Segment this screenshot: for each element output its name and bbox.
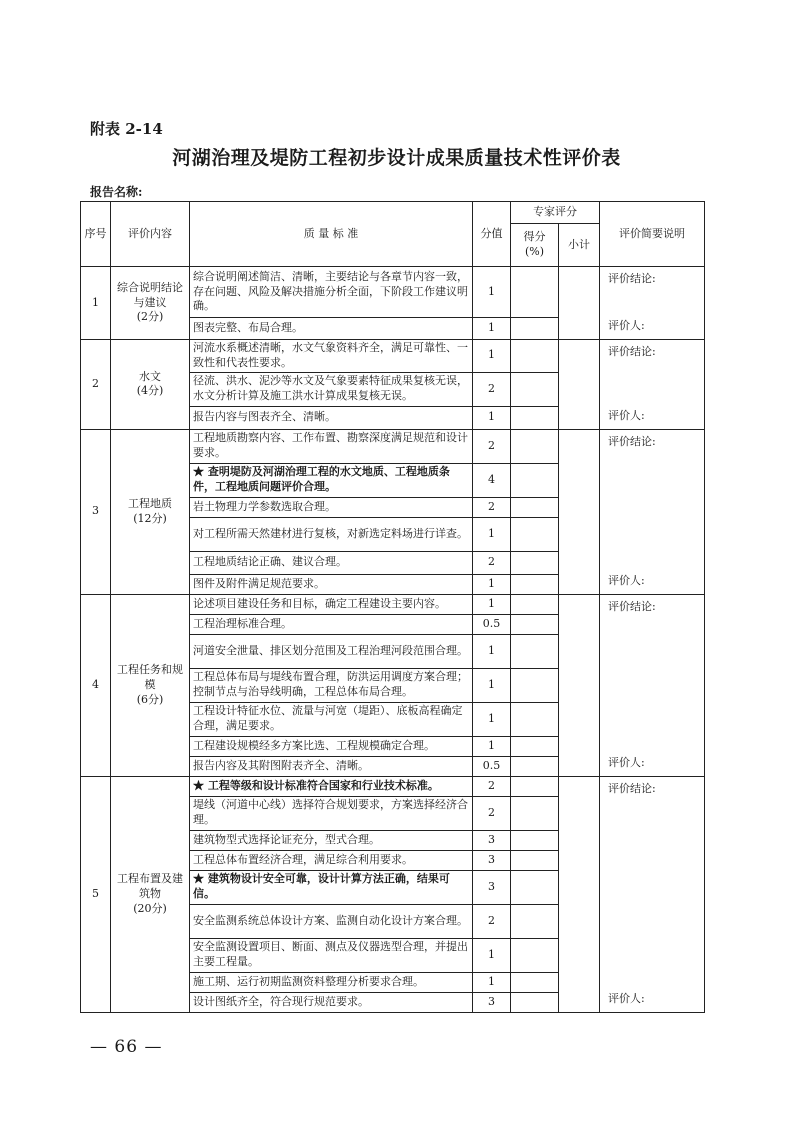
reviewer-label: 评价人:: [608, 991, 645, 1005]
quality-standard: 施工期、运行初期监测资料整理分析要求合理。: [190, 972, 473, 992]
score-value: 0.5: [473, 614, 511, 634]
score-got-cell[interactable]: [511, 938, 559, 972]
subtotal-cell[interactable]: [559, 429, 600, 594]
score-value: 1: [473, 267, 511, 318]
score-got-cell[interactable]: [511, 972, 559, 992]
section-content-title: 水文: [139, 369, 161, 383]
reviewer-label: 评价人:: [608, 573, 645, 587]
score-value: 4: [473, 463, 511, 497]
remark-cell[interactable]: [600, 594, 705, 776]
section-content: [111, 776, 190, 1012]
header-expert: 专家评分: [511, 202, 600, 224]
score-got-cell[interactable]: [511, 594, 559, 614]
score-value: 1: [473, 668, 511, 702]
quality-standard: 工程地质结论正确、建议合理。: [190, 551, 473, 574]
conclusion-label: 评价结论:: [608, 272, 656, 285]
score-got-cell[interactable]: [511, 614, 559, 634]
score-got-cell[interactable]: [511, 517, 559, 551]
reviewer-label: 评价人:: [608, 408, 645, 422]
score-got-cell[interactable]: [511, 318, 559, 340]
section-points: (2分): [136, 310, 164, 324]
score-value: 1: [473, 972, 511, 992]
score-got-cell[interactable]: [511, 497, 559, 517]
section-content-title: 工程布置及建筑物: [117, 871, 183, 900]
score-value: 1: [473, 318, 511, 340]
evaluation-table: [80, 201, 705, 1013]
score-got-cell[interactable]: [511, 429, 559, 463]
score-got-cell[interactable]: [511, 830, 559, 850]
header-standard: 质 量 标 准: [190, 202, 473, 267]
section-points: (12分): [133, 511, 167, 525]
remark-cell[interactable]: [600, 776, 705, 1012]
header-seq: 序号: [81, 202, 111, 267]
page-title: 河湖治理及堤防工程初步设计成果质量技术性评价表: [172, 147, 621, 169]
table-row: [81, 594, 705, 614]
score-value: 3: [473, 992, 511, 1012]
score-value: 0.5: [473, 756, 511, 776]
report-name-label: 报告名称:: [90, 185, 143, 199]
score-value: 1: [473, 406, 511, 429]
subtotal-cell[interactable]: [559, 267, 600, 340]
remark-cell[interactable]: [600, 429, 705, 594]
subtotal-cell[interactable]: [559, 594, 600, 776]
section-number: 3: [81, 429, 111, 594]
section-content: [111, 340, 190, 430]
table-row: [81, 429, 705, 463]
conclusion-label: 评价结论:: [608, 345, 656, 358]
score-got-cell[interactable]: [511, 776, 559, 796]
reviewer-label: 评价人:: [608, 319, 645, 333]
conclusion-label: 评价结论:: [608, 599, 656, 613]
section-points: (4分): [136, 384, 164, 398]
quality-standard: ★ 工程等级和设计标准符合国家和行业技术标准。: [190, 776, 473, 796]
subtotal-cell[interactable]: [559, 776, 600, 1012]
remark-cell[interactable]: [600, 340, 705, 430]
score-got-cell[interactable]: [511, 756, 559, 776]
conclusion-label: 评价结论:: [608, 781, 656, 795]
score-got-cell[interactable]: [511, 702, 559, 736]
quality-standard: 工程治理标准合理。: [190, 614, 473, 634]
score-got-cell[interactable]: [511, 340, 559, 373]
score-value: 2: [473, 904, 511, 938]
score-value: 1: [473, 634, 511, 668]
section-points: (6分): [136, 692, 164, 706]
header-subtotal: 小计: [559, 224, 600, 267]
header-got: 得分(%): [511, 224, 559, 267]
quality-standard: 图表完整、布局合理。: [190, 318, 473, 340]
section-number: 2: [81, 340, 111, 430]
score-value: 1: [473, 736, 511, 756]
quality-standard: ★ 查明堤防及河湖治理工程的水文地质、工程地质条件，工程地质问题评价合理。: [190, 463, 473, 497]
page-number: — 66 —: [90, 1037, 163, 1057]
score-got-cell[interactable]: [511, 796, 559, 830]
score-value: 2: [473, 372, 511, 406]
section-points: (20分): [133, 901, 167, 915]
quality-standard: 岩土物理力学参数选取合理。: [190, 497, 473, 517]
section-content: [111, 267, 190, 340]
score-value: 1: [473, 938, 511, 972]
quality-standard: 工程总体布局与堤线布置合理，防洪运用调度方案合理；控制节点与治导线明确，工程总体布局合理。: [190, 668, 473, 702]
score-got-cell[interactable]: [511, 406, 559, 429]
score-got-cell[interactable]: [511, 992, 559, 1012]
quality-standard: 论述项目建设任务和目标，确定工程建设主要内容。: [190, 594, 473, 614]
score-value: 1: [473, 517, 511, 551]
quality-standard: 设计图纸齐全，符合现行规范要求。: [190, 992, 473, 1012]
quality-standard: 综合说明阐述简洁、清晰，主要结论与各章节内容一致，存在问题、风险及解决措施分析全面，下阶段工作建议明确。: [190, 267, 473, 318]
score-value: 1: [473, 594, 511, 614]
score-got-cell[interactable]: [511, 574, 559, 594]
section-number: 5: [81, 776, 111, 1012]
section-content-title: 综合说明结论与建议: [117, 280, 183, 309]
quality-standard: 报告内容与图表齐全、清晰。: [190, 406, 473, 429]
quality-standard: ★ 建筑物设计安全可靠，设计计算方法正确，结果可信。: [190, 870, 473, 904]
quality-standard: 工程地质勘察内容、工作布置、勘察深度满足规范和设计要求。: [190, 429, 473, 463]
remark-cell[interactable]: [600, 267, 705, 340]
quality-standard: 安全监测设置项目、断面、测点及仪器选型合理，并提出主要工程量。: [190, 938, 473, 972]
table-row: [81, 776, 705, 796]
quality-standard: 工程总体布置经济合理，满足综合利用要求。: [190, 850, 473, 870]
score-value: 3: [473, 830, 511, 850]
score-got-cell[interactable]: [511, 668, 559, 702]
score-got-cell[interactable]: [511, 463, 559, 497]
table-row: [81, 340, 705, 373]
score-got-cell[interactable]: [511, 634, 559, 668]
score-value: 2: [473, 429, 511, 463]
score-got-cell[interactable]: [511, 551, 559, 574]
quality-standard: 河流水系概述清晰，水文气象资料齐全，满足可靠性、一致性和代表性要求。: [190, 340, 473, 373]
quality-standard: 建筑物型式选择论证充分，型式合理。: [190, 830, 473, 850]
conclusion-label: 评价结论:: [608, 434, 656, 448]
subtotal-cell[interactable]: [559, 340, 600, 430]
appendix-label: 附表 2-14: [90, 120, 163, 138]
score-value: 3: [473, 870, 511, 904]
section-number: 1: [81, 267, 111, 340]
quality-standard: 工程设计特征水位、流量与河宽（堤距）、底板高程确定合理，满足要求。: [190, 702, 473, 736]
header-content: 评价内容: [111, 202, 190, 267]
quality-standard: 安全监测系统总体设计方案、监测自动化设计方案合理。: [190, 904, 473, 938]
section-content: [111, 594, 190, 776]
section-number: 4: [81, 594, 111, 776]
score-got-cell[interactable]: [511, 850, 559, 870]
quality-standard: 堤线（河道中心线）选择符合规划要求，方案选择经济合理。: [190, 796, 473, 830]
score-value: 1: [473, 702, 511, 736]
quality-standard: 河道安全泄量、排区划分范围及工程治理河段范围合理。: [190, 634, 473, 668]
score-got-cell[interactable]: [511, 736, 559, 756]
score-got-cell[interactable]: [511, 904, 559, 938]
score-value: 1: [473, 340, 511, 373]
quality-standard: 径流、洪水、泥沙等水文及气象要素特征成果复核无误，水文分析计算及施工洪水计算成果复核无误。: [190, 372, 473, 406]
score-value: 3: [473, 850, 511, 870]
section-content: [111, 429, 190, 594]
score-got-cell[interactable]: [511, 372, 559, 406]
section-content-title: 工程地质: [128, 496, 172, 510]
quality-standard: 对工程所需天然建材进行复核，对新选定料场进行详查。: [190, 517, 473, 551]
header-remark: 评价简要说明: [600, 202, 705, 267]
quality-standard: 报告内容及其附图附表齐全、清晰。: [190, 756, 473, 776]
score-got-cell[interactable]: [511, 870, 559, 904]
score-value: 2: [473, 796, 511, 830]
header-score: 分值: [473, 202, 511, 267]
score-value: 2: [473, 497, 511, 517]
score-got-cell[interactable]: [511, 267, 559, 318]
score-value: 1: [473, 574, 511, 594]
table-row: [81, 267, 705, 318]
score-value: 2: [473, 776, 511, 796]
reviewer-label: 评价人:: [608, 755, 645, 769]
quality-standard: 图件及附件满足规范要求。: [190, 574, 473, 594]
evaluation-table-body: [81, 267, 705, 1013]
score-value: 2: [473, 551, 511, 574]
quality-standard: 工程建设规模经多方案比选、工程规模确定合理。: [190, 736, 473, 756]
section-content-title: 工程任务和规模: [117, 662, 183, 691]
